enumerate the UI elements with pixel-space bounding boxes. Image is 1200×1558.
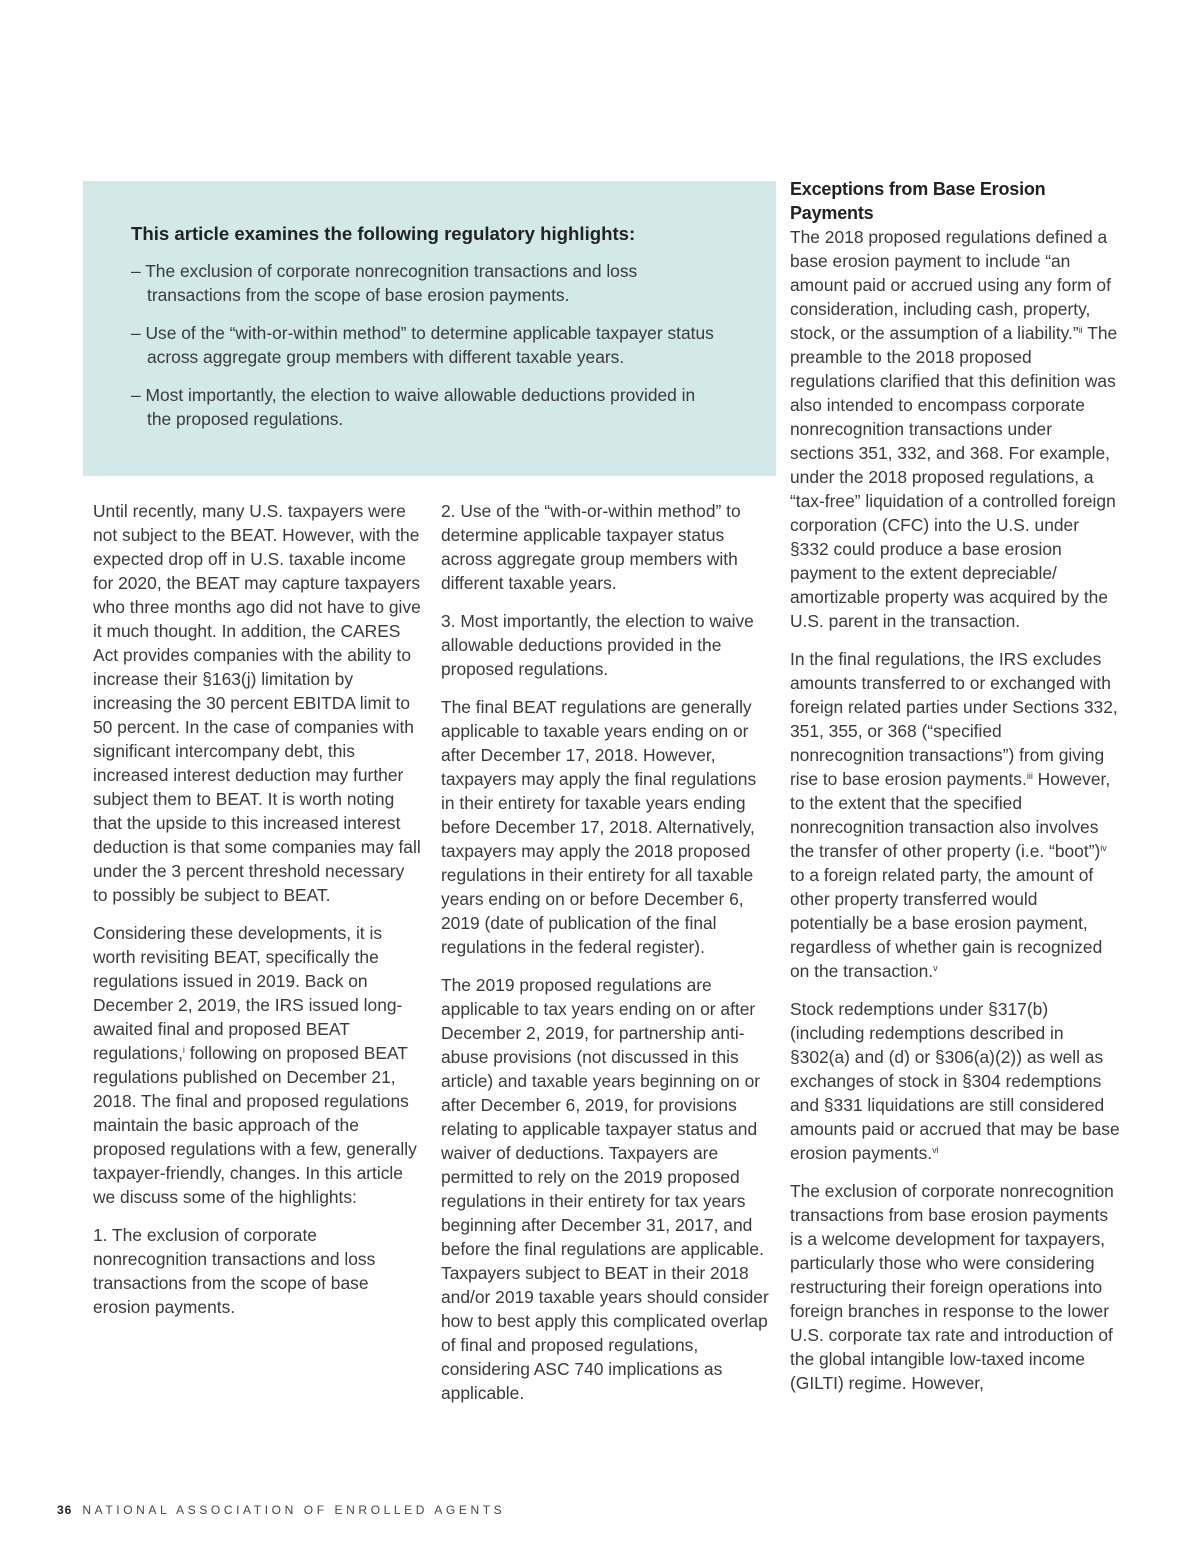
text-run: Stock redemptions under §317(b) (including redemptions described in §302(a) and (d) or §306(a)(2)) as well as exchanges of stock in §304 redemptions and §331 liquidations are still considered amounts paid or accrued that may be base erosion payments. <box>790 999 1120 1163</box>
page-number: 36 <box>57 1503 73 1517</box>
section-heading: Exceptions from Base Erosion Payments <box>790 179 1046 223</box>
highlight-item: – Use of the “with-or-within method” to determine applicable taxpayer status across aggregate group members with different taxable years. <box>131 323 714 367</box>
endnote-ref: ii <box>1078 325 1083 335</box>
endnote-ref: v <box>933 963 938 973</box>
paragraph: The 2019 proposed regulations are applicable to tax years ending on or after December 2, 2019, for partnership anti-abuse provisions (not discussed in this article) and taxable years beginning on or after December 6, 2019, for provisions relating to applicable taxpayer status and waiver of deductions. Taxpayers are permitted to rely on the 2019 proposed regulations in their entirety for tax years beginning after December 31, 2017, and before the final regulations are applicable. Taxpayers subject to BEAT in their 2018 and/or 2019 taxable years should consider how to best apply this complicated overlap of final and proposed regulations, considering ASC 740 implications as applicable. <box>441 975 769 1403</box>
column-left <box>93 499 423 1333</box>
text-run: However, to the extent that the specified nonrecognition transaction also involves the transfer of other property (i.e. “boot”) <box>790 769 1111 861</box>
endnote-ref: i <box>182 1045 185 1055</box>
text-run: Considering these developments, it is worth revisiting BEAT, specifically the regulations issued in 2019. Back on December 2, 2019, the IRS issued long-awaited final and proposed BEAT regulations, <box>93 923 403 1063</box>
column-right <box>790 177 1120 1409</box>
column-middle <box>441 499 771 1419</box>
paragraph: Until recently, many U.S. taxpayers were not subject to the BEAT. However, with the expected drop off in U.S. taxable income for 2020, the BEAT may capture taxpayers who three months ago did not have to give it much thought. In addition, the CARES Act provides companies with the ability to increase their §163(j) limitation by increasing the 30 percent EBITDA limit to 50 percent. In the case of companies with significant intercompany debt, this increased interest deduction may further subject them to BEAT. It is worth noting that the upside to this increased interest deduction is that some companies may fall under the 3 percent threshold necessary to possibly be subject to BEAT. <box>93 501 421 905</box>
text-run: to a foreign related party, the amount of other property transferred would potentially be a base erosion payment, regardless of whether gain is recognized on the transaction. <box>790 865 1103 981</box>
paragraph: 3. Most importantly, the election to waive allowable deductions provided in the proposed regulations. <box>441 611 754 679</box>
paragraph: 2. Use of the “with-or-within method” to determine applicable taxpayer status across aggregate group members with different taxable years. <box>441 501 741 593</box>
highlights-callout <box>83 181 776 476</box>
paragraph <box>790 225 1120 633</box>
text-run: The 2018 proposed regulations defined a base erosion payment to include “an amount paid or accrued using any form of consideration, including cash, property, stock, or the assumption of a liability.” <box>790 227 1111 343</box>
highlight-item: – The exclusion of corporate nonrecognition transactions and loss transactions from the scope of base erosion payments. <box>131 261 638 305</box>
endnote-ref: iii <box>1026 771 1033 781</box>
endnote-ref: iv <box>1100 843 1107 853</box>
paragraph <box>93 921 423 1209</box>
paragraph: 1. The exclusion of corporate nonrecognition transactions and loss transactions from the scope of base erosion payments. <box>93 1225 376 1317</box>
callout-title: This article examines the following regulatory highlights: <box>131 223 636 244</box>
highlight-item: – Most importantly, the election to waive allowable deductions provided in the proposed regulations. <box>131 385 696 429</box>
paragraph: The exclusion of corporate nonrecognition transactions from base erosion payments is a welcome development for taxpayers, particularly those who were considering restructuring their foreign operations into foreign branches in response to the lower U.S. corporate tax rate and introduction of the global intangible low-taxed income (GILTI) regime. However, <box>790 1181 1114 1393</box>
highlights-list <box>131 259 716 431</box>
paragraph <box>790 997 1120 1165</box>
text-run: following on proposed BEAT regulations published on December 21, 2018. The final and proposed regulations maintain the basic approach of the proposed regulations with a few, generally taxpayer-friendly, changes. In this article we discuss some of the highlights: <box>93 1043 417 1207</box>
text-run: In the final regulations, the IRS excludes amounts transferred to or exchanged with foreign related parties under Sections 332, 351, 355, or 368 (“specified nonrecognition transactions”) from giving rise to base erosion payments. <box>790 649 1118 789</box>
paragraph: The final BEAT regulations are generally applicable to taxable years ending on or after December 17, 2018. However, taxpayers may apply the final regulations in their entirety for taxable years ending before December 17, 2018. Alternatively, taxpayers may apply the 2018 proposed regulations in their entirety for all taxable years ending on or before December 6, 2019 (date of publication of the final regulations in the federal register). <box>441 697 757 957</box>
page-footer <box>57 1503 505 1517</box>
publication-name: NATIONAL ASSOCIATION OF ENROLLED AGENTS <box>82 1503 506 1517</box>
text-run: The preamble to the 2018 proposed regulations clarified that this definition was also intended to encompass corporate nonrecognition transactions under sections 351, 332, and 368. For example, under the 2018 proposed regulations, a “tax-free” liquidation of a controlled foreign corporation (CFC) into the U.S. under §332 could produce a base erosion payment to the extent depreciable/ amortizable property was acquired by the U.S. parent in the transaction. <box>790 323 1118 631</box>
endnote-ref: vi <box>932 1145 939 1155</box>
paragraph <box>790 647 1120 983</box>
